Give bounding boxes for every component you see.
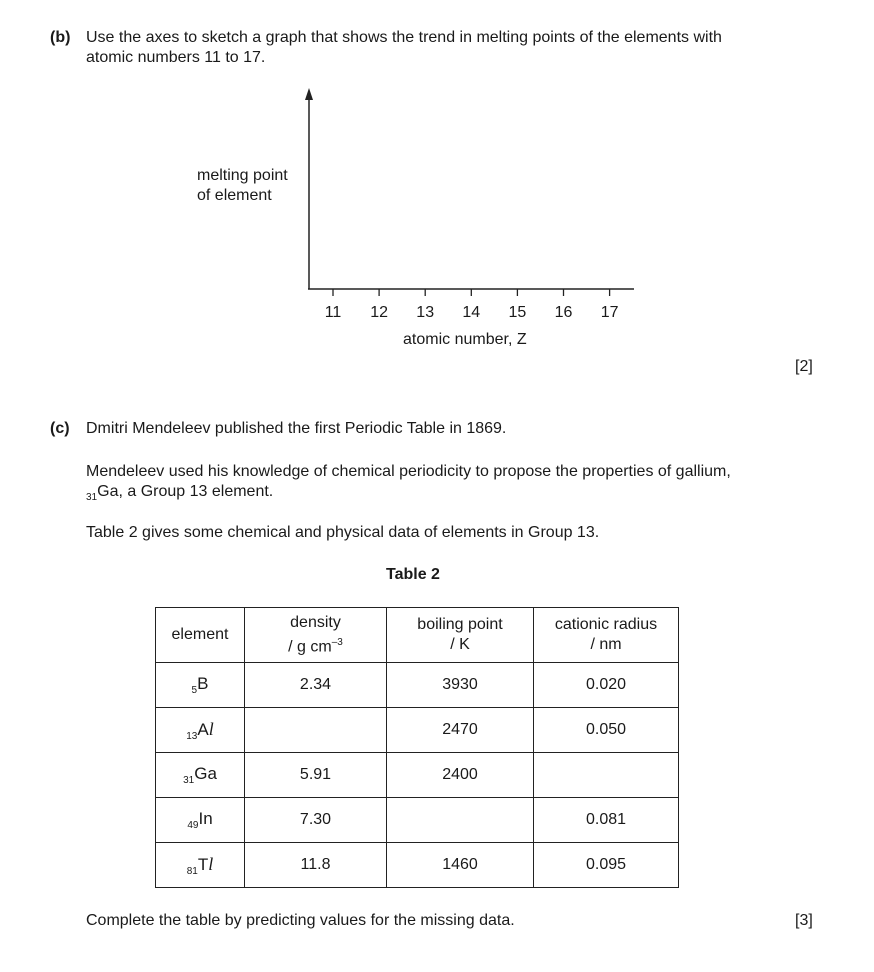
x-tick-label: 11 (324, 304, 342, 321)
gallium-text: Ga, a Group 13 element. (97, 483, 274, 500)
atomic-number-subscript: 31 (86, 492, 98, 503)
y-axis-label-line1: melting point (197, 167, 288, 184)
header-density: density / g $cm^{-3}$ (245, 608, 387, 663)
cell-boiling-point[interactable]: 2400 (387, 753, 534, 798)
cell-density[interactable] (245, 708, 387, 753)
part-b-marks: [2] (795, 358, 813, 375)
cell-density[interactable]: 7.30 (245, 798, 387, 843)
cell-density[interactable]: 11.8 (245, 843, 387, 888)
x-tick-label: 16 (554, 304, 573, 321)
cell-element: $_{31}$Ga (156, 753, 245, 798)
cell-cationic-radius[interactable]: 0.095 (534, 843, 679, 888)
x-tick-label: 15 (508, 304, 527, 321)
table-row (156, 798, 679, 843)
cell-density[interactable]: 2.34 (245, 663, 387, 708)
x-tick-label: 12 (370, 304, 388, 321)
table-row (156, 753, 679, 798)
part-c-label: (c) (50, 420, 70, 437)
header-boiling-point: boiling point / K (387, 608, 534, 663)
cell-cationic-radius[interactable]: 0.050 (534, 708, 679, 753)
cell-boiling-point[interactable]: 1460 (387, 843, 534, 888)
table-row (156, 843, 679, 888)
cell-boiling-point[interactable] (387, 798, 534, 843)
cell-cationic-radius[interactable]: 0.020 (534, 663, 679, 708)
table-header-row (156, 608, 679, 663)
x-axis-label: atomic number, Z (403, 331, 527, 348)
cell-element: $_{81}$Tl (156, 843, 245, 888)
table-row (156, 708, 679, 753)
group13-data-table (155, 607, 679, 888)
header-cationic-radius: cationic radius / nm (534, 608, 679, 663)
part-c-para2: Table 2 gives some chemical and physical data of elements in Group 13. (86, 524, 600, 541)
sketch-axes (0, 0, 874, 360)
part-c-para1-line2 (86, 483, 273, 503)
table-instruction: Complete the table by predicting values for the missing data. (86, 912, 515, 929)
part-b-label: (b) (50, 29, 71, 46)
table-title: Table 2 (386, 566, 440, 583)
x-tick-label: 13 (416, 304, 435, 321)
header-element: element (156, 608, 245, 663)
x-tick-label: 14 (462, 304, 481, 321)
part-c-marks: [3] (795, 912, 813, 929)
part-b-question-line2: atomic numbers 11 to 17. (86, 49, 266, 66)
cell-boiling-point[interactable]: 3930 (387, 663, 534, 708)
y-axis-label-line2: of element (197, 187, 272, 204)
part-c-para1-line1: Mendeleev used his knowledge of chemical periodicity to propose the properties of gallium, (86, 463, 731, 480)
cell-boiling-point[interactable]: 2470 (387, 708, 534, 753)
part-b-question-line1: Use the axes to sketch a graph that shows the trend in melting points of the elements with (86, 29, 722, 46)
part-c-intro: Dmitri Mendeleev published the first Periodic Table in 1869. (86, 420, 507, 437)
cell-cationic-radius[interactable] (534, 753, 679, 798)
x-tick-label: 17 (600, 304, 619, 321)
y-axis-arrow-icon (305, 88, 313, 100)
cell-cationic-radius[interactable]: 0.081 (534, 798, 679, 843)
cell-element: $_{49}$In (156, 798, 245, 843)
table-row (156, 663, 679, 708)
cell-element: $_{13}$Al (156, 708, 245, 753)
cell-element: $_5$B (156, 663, 245, 708)
cell-density[interactable]: 5.91 (245, 753, 387, 798)
